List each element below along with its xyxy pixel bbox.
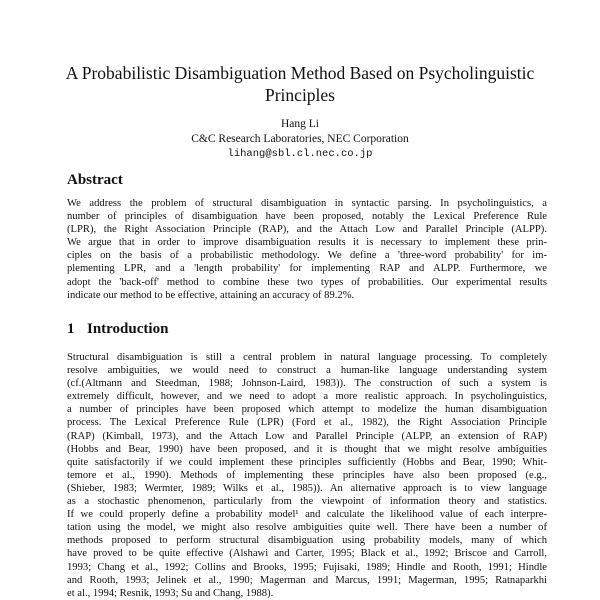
- intro-line: methods proposed to perform structural disambiguation using probability models, many of which: [67, 535, 547, 547]
- intro-line: process. The Lexical Preference Rule (LPR) (Ford et al., 1982), the Right Association Principle: [67, 417, 547, 429]
- abstract-heading: Abstract: [67, 172, 123, 188]
- intro-line: have proved to be quite effective (Alshawi and Carter, 1995; Black et al., 1992; Briscoe and Carroll,: [67, 548, 547, 560]
- intro-line: (RAP) (Kimball, 1973), and the Attach Low and Parallel Principle (ALPP, an extension of RAP): [67, 430, 547, 442]
- abstract-line: plementing LPR, and a 'length probability' for implementing RAP and ALPP. Furthermore, we: [67, 263, 547, 275]
- intro-line: quite satisfactorily if we could implement these principles sufficiently (Hobbs and Bear, 1990; Whit-: [67, 456, 547, 468]
- intro-line: tation using the model, we might also resolve ambiguities quite well. There have been a number of: [67, 522, 547, 534]
- abstract-body: [67, 197, 547, 302]
- introduction-body: [67, 351, 547, 600]
- intro-line: extremely difficult, however, and we need to adopt a more realistic approach. In psycholinguistics,: [67, 391, 547, 403]
- author-email: lihang@sbl.cl.nec.co.jp: [227, 148, 373, 160]
- section-heading-introduction: [67, 320, 168, 338]
- intro-line: et al., 1994; Resnik, 1993; Su and Chang, 1988).: [67, 587, 274, 599]
- author-name: Hang Li: [280, 118, 319, 130]
- author-affiliation: C&C Research Laboratories, NEC Corporation: [191, 133, 409, 145]
- intro-line: and Rooth, 1993; Jelinek et al., 1990; Magerman and Marcus, 1991; Magerman, 1995; Ratnaparkhi: [67, 574, 547, 586]
- intro-line: as a stochastic phenomenon, particularly from the viewpoint of information theory and statistics.: [67, 496, 547, 508]
- abstract-line: number of principles of disambiguation have been proposed, notably the Lexical Preference Rule: [67, 211, 547, 223]
- abstract-line: We address the problem of structural disambiguation in syntactic parsing. In psycholinguistics, a: [67, 198, 547, 209]
- paper-title: A Probabilistic Disambiguation Method Based on Psycholinguistic Principles: [65, 63, 535, 105]
- abstract-line: adopt the 'back-off' method to combine these two types of probabilities. Our experimental results: [67, 276, 547, 288]
- intro-line: temore et al., 1990). Methods of implementing these principles have also been proposed (e.g.,: [67, 469, 547, 481]
- abstract-line: We argue that in order to improve disambiguation results it is necessary to implement these prin-: [67, 237, 547, 249]
- abstract-line: (LPR), the Right Association Principle (RAP), and the Attach Low and Parallel Principle (ALPP).: [67, 224, 547, 236]
- intro-line: (cf.(Altmann and Steedman, 1988; Johnson-Laird, 1983)). The construction of such a system is: [67, 378, 547, 390]
- abstract-line: ciples on the basis of a probabilistic methodology. We define a 'three-word probability' for im-: [67, 250, 547, 262]
- intro-line: (Hobbs and Bear, 1990) have been proposed, and it is thought that we might resolve ambiguities: [67, 443, 547, 455]
- intro-line: If we could properly define a probability model¹ and calculate the likelihood value of each interpre-: [67, 509, 547, 521]
- abstract-line: indicate our method to be effective, attaining an accuracy of 89.2%.: [67, 289, 355, 301]
- section-number: 1: [67, 321, 75, 337]
- section-title: Introduction: [87, 321, 169, 337]
- intro-line: Structural disambiguation is still a central problem in natural language processing. To completely: [67, 352, 547, 363]
- intro-line: a number of principles have been proposed which attempt to modelize the human disambiguation: [67, 404, 547, 416]
- intro-line: resolve ambiguities, we would need to construct a human-like language understanding system: [67, 365, 547, 377]
- intro-line: (Shieber, 1983; Wermter, 1989; Wilks et al., 1985)). An alternative approach is to view language: [67, 482, 547, 494]
- intro-line: 1993; Chang et al., 1992; Collins and Brooks, 1995; Fujisaki, 1989; Hindle and Rooth, 1991; Hindle: [67, 561, 547, 573]
